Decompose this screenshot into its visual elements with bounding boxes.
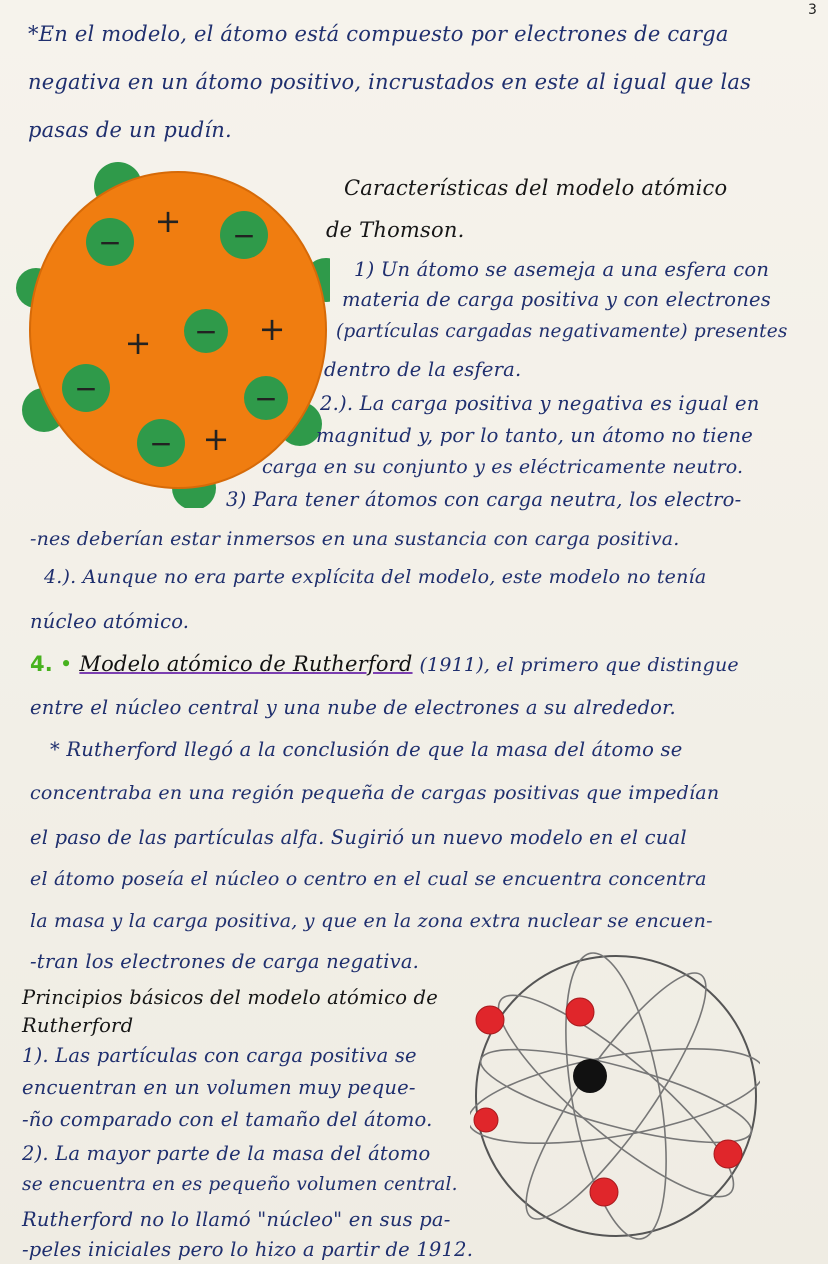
plus-sign: +: [258, 310, 286, 348]
minus-sign: −: [254, 382, 278, 415]
principle-line: Rutherford no lo llamó "núcleo" en sus pa-: [22, 1208, 451, 1231]
orbit: [547, 946, 684, 1247]
minus-sign: −: [232, 219, 256, 252]
thomson-item-line: (partículas cargadas negativamente) presentes: [336, 321, 788, 342]
thomson-item-line: 3) Para tener átomos con carga neutra, los electro-: [226, 488, 742, 511]
principle-line: encuentran en un volumen muy peque-: [22, 1076, 416, 1099]
principles-title-line-1: Principios básicos del modelo atómico de: [22, 986, 438, 1009]
rutherford-line: -tran los electrones de carga negativa.: [30, 950, 420, 973]
intro-line-2: negativa en un átomo positivo, incrustados en este al igual que las: [28, 70, 752, 94]
rutherford-atom-diagram: [470, 930, 760, 1255]
intro-line-3: pasas de un pudín.: [28, 118, 232, 142]
thomson-item-line: 4.). Aunque no era parte explícita del modelo, este modelo no tenía: [44, 566, 707, 588]
principle-line: -peles iniciales pero lo hizo a partir de 1912.: [22, 1238, 474, 1261]
minus-sign: −: [149, 427, 173, 460]
rutherford-heading: [30, 652, 739, 676]
electron: [590, 1178, 618, 1206]
section-number: 4.: [30, 652, 53, 676]
rutherford-line: la masa y la carga positiva, y que en la zona extra nuclear se encuen-: [30, 910, 713, 932]
rutherford-line: concentraba en una región pequeña de cargas positivas que impedían: [30, 782, 720, 804]
rutherford-line: el átomo poseía el núcleo o centro en el cual se encuentra concentra: [30, 868, 707, 890]
page-number: 3: [808, 2, 817, 18]
thomson-item-line: -nes deberían estar inmersos en una sustancia con carga positiva.: [30, 528, 680, 550]
minus-sign: −: [98, 226, 122, 259]
principle-line: -ño comparado con el tamaño del átomo.: [22, 1108, 433, 1131]
principle-line: 1). Las partículas con carga positiva se: [22, 1044, 417, 1067]
electron: [714, 1140, 742, 1168]
thomson-item-line: dentro de la esfera.: [324, 358, 522, 381]
thomson-title-line-1: Características del modelo atómico: [344, 176, 728, 200]
minus-sign: −: [194, 315, 218, 348]
plus-sign: +: [202, 420, 230, 458]
thomson-item-line: carga en su conjunto y es eléctricamente neutro.: [262, 456, 744, 478]
bullet-icon: •: [59, 652, 73, 676]
rutherford-line: entre el núcleo central y una nube de electrones a su alrededor.: [30, 696, 676, 719]
electron: [476, 1006, 504, 1034]
plus-sign: +: [124, 324, 152, 362]
principle-line: 2). La mayor parte de la masa del átomo: [22, 1142, 431, 1165]
electron: [566, 998, 594, 1026]
section-year: (1911), el primero que distingue: [419, 654, 739, 676]
section-title: Modelo atómico de Rutherford: [79, 652, 413, 676]
thomson-title-line-2: de Thomson.: [326, 218, 465, 242]
electron: [474, 1108, 498, 1132]
thomson-item-line: 1) Un átomo se asemeja a una esfera con: [354, 258, 770, 281]
minus-sign: −: [74, 372, 98, 405]
thomson-item-line: núcleo atómico.: [30, 610, 190, 633]
rutherford-line: el paso de las partículas alfa. Sugirió un nuevo modelo en el cual: [30, 826, 687, 849]
principle-line: se encuentra en es pequeño volumen central.: [22, 1174, 458, 1195]
intro-line-1: *En el modelo, el átomo está compuesto por electrones de carga: [28, 22, 729, 46]
thomson-item-line: 2.). La carga positiva y negativa es igual en: [320, 392, 760, 415]
rutherford-line: * Rutherford llegó a la conclusión de que la masa del átomo se: [50, 738, 683, 761]
thomson-item-line: materia de carga positiva y con electrones: [342, 288, 771, 311]
principles-title-line-2: Rutherford: [22, 1014, 134, 1037]
thomson-item-line: magnitud y, por lo tanto, un átomo no tiene: [316, 424, 753, 447]
nucleus: [573, 1059, 607, 1093]
plus-sign: +: [154, 202, 182, 240]
